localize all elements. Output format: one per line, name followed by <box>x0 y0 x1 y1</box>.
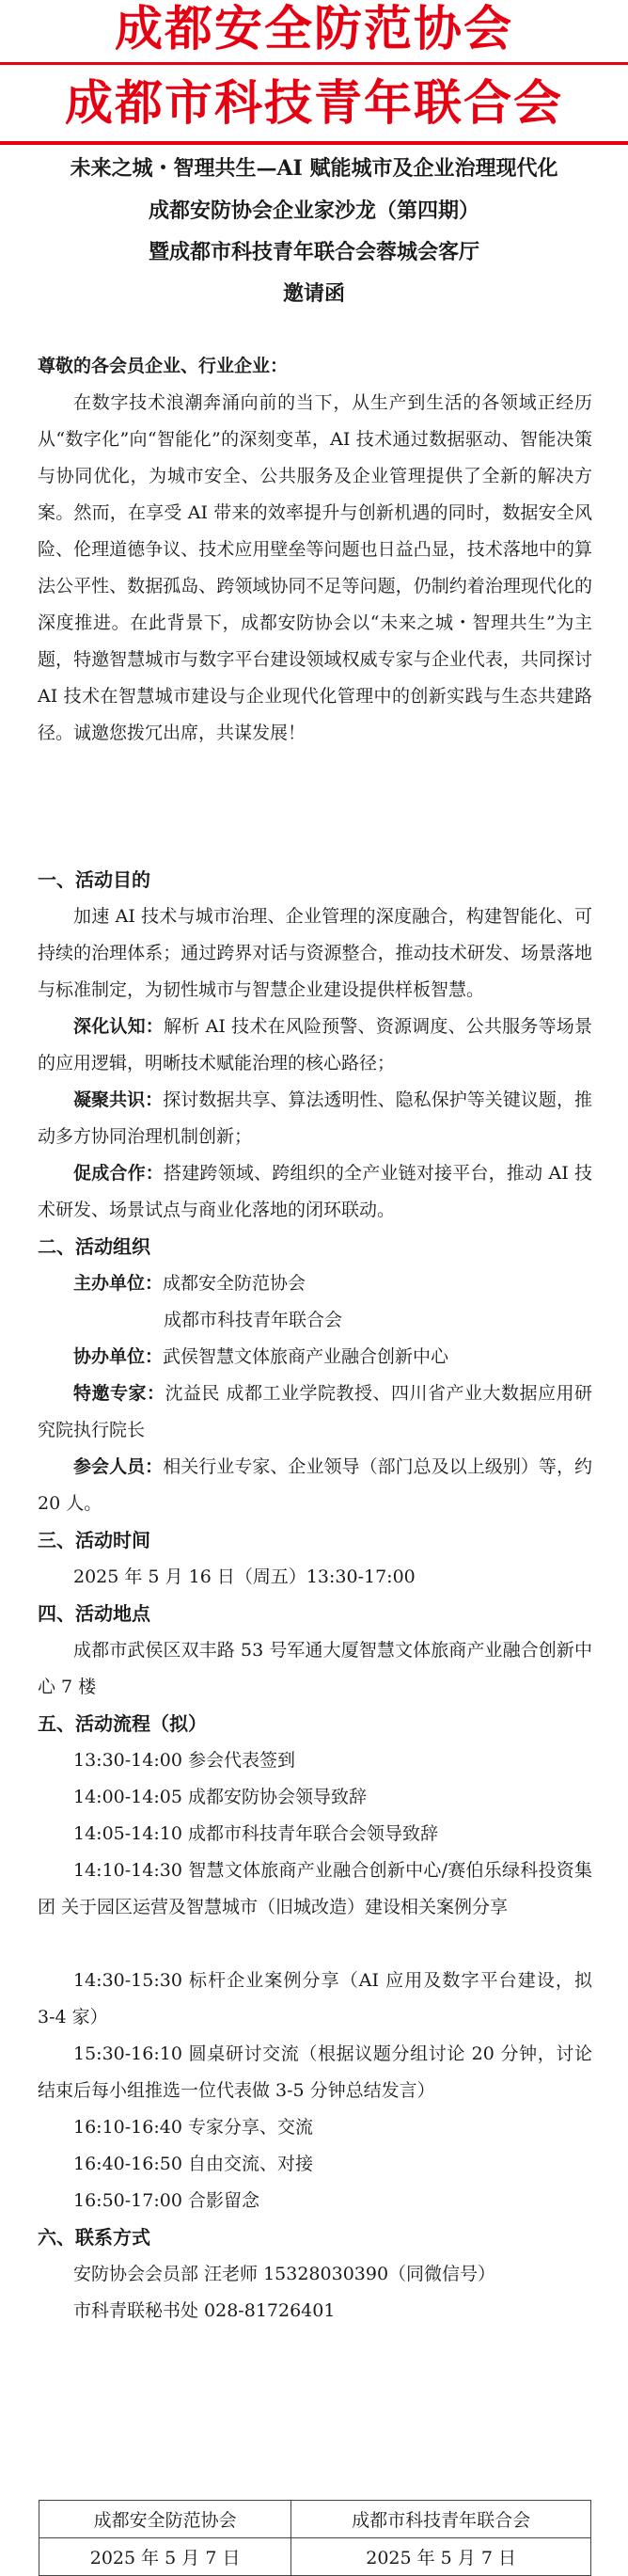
co-organizer-value: 武侯智慧文体旅商产业融合创新中心 <box>163 1346 449 1367</box>
greeting: 尊敬的各会员企业、行业企业： <box>38 356 289 376</box>
attendees <box>38 1449 592 1522</box>
invitation-label: 邀请函 <box>282 281 345 306</box>
section-organization-title: 二、活动组织 <box>38 1235 150 1258</box>
purpose-item-text: 解析 AI 技术在风险预警、资源调度、公共服务等场景的应用逻辑，明晰技术赋能治理的核心路径； <box>38 1016 592 1073</box>
purpose-item-text: 搭建跨领域、跨组织的全产业链对接平台，推动 AI 技术研发、场景试点与商业化落地的闭环联动。 <box>38 1163 592 1220</box>
org-title-security-association: 成都安全防范协会 <box>114 1 513 57</box>
section-contact-title: 六、联系方式 <box>38 2226 150 2249</box>
purpose-item-label: 促成合作： <box>73 1163 165 1184</box>
agenda-item: 16:40-16:50 自由交流、对接 <box>73 2154 313 2174</box>
agenda-item: 15:30-16:10 圆桌研讨交流（根据议题分组讨论 20 分钟，讨论结束后每小组推选一位代表做 3-5 分钟总结发言） <box>38 2043 592 2101</box>
host-label-text: 主办单位： <box>73 1273 164 1294</box>
co-organizer-label: 协办单位： <box>73 1346 164 1367</box>
section-purpose-title: 一、活动目的 <box>38 868 150 891</box>
expert-value: 沈益民 成都工业学院教授、四川省产业大数据应用研究院执行院长 <box>38 1383 592 1440</box>
section-venue-title: 四、活动地点 <box>38 1602 150 1625</box>
contact-member-dept: 安防协会会员部 汪老师 15328030390（同微信号） <box>73 2264 496 2284</box>
co-organizer <box>73 1339 448 1375</box>
host-value-1: 成都安全防范协会 <box>163 1273 306 1294</box>
agenda-item: 13:30-14:00 参会代表签到 <box>73 1750 295 1771</box>
purpose-item-text: 探讨数据共享、算法透明性、隐私保护等关键议题，推动多方协同治理机制创新； <box>38 1089 592 1147</box>
event-time: 2025 年 5 月 16 日（周五）13:30-17:00 <box>73 1566 416 1587</box>
contact-secretariat: 市科青联秘书处 028-81726401 <box>73 2300 336 2321</box>
red-divider-top <box>0 62 628 65</box>
expert-label: 特邀专家： <box>73 1383 165 1404</box>
signature-date-1: 2025 年 5 月 7 日 <box>39 2538 291 2576</box>
agenda-item: 14:30-15:30 标杆企业案例分享（AI 应用及数字平台建设，拟 3-4 家） <box>38 1970 592 2027</box>
host-label <box>73 1265 306 1302</box>
signature-org-row <box>39 2501 591 2538</box>
section-time-title: 三、活动时间 <box>38 1529 150 1551</box>
intro-paragraph: 在数字技术浪潮奔涌向前的当下，从生产到生活的各领域正经历从“数字化”向“智能化”的深刻变革，AI 技术通过数据驱动、智能决策与协同优化，为城市安全、公共服务及企业管理提供了全新的解决方案。然而，在享受 AI 带来的效率提升与创新机遇的同时，数据安全风险、伦理道德争议、技术应用壁垒等问题也日益凸显，技术落地中的算法公平性、数据孤岛、跨领域协同不足等问题，仍制约着治理现代化的深度推进。在此背景下，成都安防协会以“未来之城・智理共生”为主题，特邀智慧城市与数字平台建设领域权威专家与企业代表，共同探讨 AI 技术在智慧城市建设与企业现代化管理中的创新实践与生态共建路径。诚邀您拨冗出席，共谋发展！ <box>38 392 592 743</box>
event-subtitle-salon: 成都安防协会企业家沙龙（第四期） <box>148 199 479 223</box>
purpose-item-understanding <box>38 1009 592 1082</box>
attendee-label: 参会人员： <box>73 1456 164 1477</box>
event-title: 未来之城・智理共生—AI 赋能城市及企业治理现代化 <box>70 156 558 181</box>
purpose-item-cooperation <box>38 1155 592 1229</box>
red-divider-bottom <box>0 141 628 145</box>
org-title-youth-federation: 成都市科技青年联合会 <box>64 75 563 132</box>
agenda-item: 14:00-14:05 成都安防协会领导致辞 <box>73 1787 367 1807</box>
signature-date-row <box>39 2538 591 2576</box>
purpose-item-consensus <box>38 1082 592 1155</box>
event-venue: 成都市武侯区双丰路 53 号军通大厦智慧文体旅商产业融合创新中心 7 楼 <box>38 1640 592 1697</box>
signature-org-youth: 成都市科技青年联合会 <box>291 2501 591 2538</box>
agenda-item: 16:10-16:40 专家分享、交流 <box>73 2117 313 2138</box>
event-subtitle-reception: 暨成都市科技青年联合会蓉城会客厅 <box>148 240 479 264</box>
section-agenda-title: 五、活动流程（拟） <box>38 1712 207 1735</box>
agenda-item: 16:50-17:00 合影留念 <box>73 2190 259 2211</box>
host-value-2: 成都市科技青年联合会 <box>164 1310 343 1330</box>
signature-table <box>39 2500 591 2576</box>
purpose-paragraph: 加速 AI 技术与城市治理、企业管理的深度融合，构建智能化、可持续的治理体系；通过跨界对话与资源整合，推动技术研发、场景落地与标准制定，为韧性城市与智慧企业建设提供样板智慧。 <box>38 906 592 1000</box>
agenda-item: 14:10-14:30 智慧文体旅商产业融合创新中心/赛伯乐绿科投资集团 关于园区运营及智慧城市（旧城改造）建设相关案例分享 <box>38 1860 592 1917</box>
signature-org-security: 成都安全防范协会 <box>39 2501 291 2538</box>
agenda-item: 14:05-14:10 成都市科技青年联合会领导致辞 <box>73 1823 438 1844</box>
attendee-value: 相关行业专家、企业领导（部门总及以上级别）等，约 20 人。 <box>38 1456 592 1514</box>
signature-date-2: 2025 年 5 月 7 日 <box>291 2538 591 2576</box>
purpose-item-label: 深化认知： <box>73 1016 165 1037</box>
purpose-item-label: 凝聚共识： <box>73 1089 164 1110</box>
invited-expert <box>38 1375 592 1449</box>
